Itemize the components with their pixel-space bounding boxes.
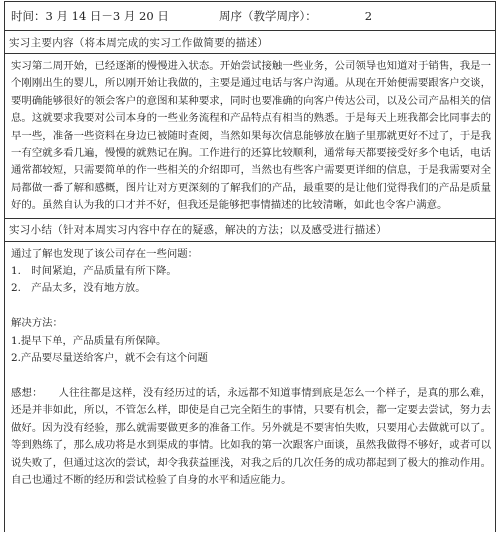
problem-item-2: 2. 产品太多，没有地方放。 — [11, 282, 146, 295]
solution-item-1: 1.提早下单，产品质量有所保障。 — [11, 334, 167, 347]
summary-body — [5, 242, 495, 490]
thoughts-label: 感想： — [11, 386, 38, 399]
main-content-text: 实习第二周开始，已经逐渐的慢慢进入状态。开始尝试接触一些业务，公司领导也知道对于销售，我是一个刚刚出生的婴儿，所以刚开始让我做的，主要是通过电话与客户沟通。从现在开始便需要跟客户交谈，要明确能够很好的领会客户的意图和某种要求，同时也要准确的向客户传达公司，以及公司产品相关的信息。这就要求我要对公司本身的一些业务流程和产品特点有相当的熟悉。于是每天上班我都会比同事去的早一些，准备一些资料在身边已被随时查阅，当然如果每次信息能够放在脑子里那就更好不过了，于是我一有空就多看几遍，慢慢的就熟记在胸。工作进行的还算比较顺利，通常每天都要接受好多个电话，电话通常都较短，只需要简单的作一些相关的介绍即可，当然也有些客户需要更详细的信息，于是我需要对全局都做一番了解和感概，图片让对方更深刻的了解我们的产品，最重要的是让他们觉得我们的产品是质量好的。虽然自认为我的口才并不好，但我还是能够把事情描述的比较清晰，如此也令客户满意。 — [5, 54, 495, 219]
time-value: 3 月 14 日－3 月 20 日 — [45, 9, 169, 23]
week-label: 周序（教学周序）： — [219, 9, 317, 23]
section-title-main-content: 实习主要内容（将本周完成的实习工作做简要的描述） — [5, 31, 495, 54]
thoughts-paragraph — [11, 385, 491, 489]
spacer — [11, 367, 491, 384]
solutions-label: 解决方法： — [11, 317, 63, 330]
section-title-summary: 实习小结（针对本周实习内容中存在的疑惑，解决的方法；以及感受进行描述） — [5, 219, 495, 242]
spacer — [11, 298, 491, 315]
problem-item-1: 1. 时间紧迫，产品质量有所下降。 — [11, 265, 177, 278]
summary-intro: 通过了解也发现了该公司存在一些问题： — [11, 247, 199, 260]
thoughts-text: 人往往都是这样，没有经历过的话，永远都不知道事情到底是怎么一个样子，是真的那么难，还是并非如此，所以，不管怎么样，即使是自己完全陌生的事情，只要有机会，都一定要去尝试，努力去做好。因为没有经验，那么就需要做更多的准备工作。另外就是不要害怕失败，只要用心去做就可以了。等到熟练了，那么成功将是水到渠成的事情。比如我的第一次跟客户面谈，虽然我做得不够好，或者可以说失败了，但通过这次的尝试，却令我获益匪浅，对我之后的几次任务的成功都起到了极大的推动作用。自己也通过不断的经历和尝试检验了自身的水平和适应能力。 — [11, 386, 491, 486]
solution-item-2: 2.产品要尽量送给客户，就不会有这个问题 — [11, 352, 208, 365]
time-field — [11, 8, 211, 24]
week-field — [219, 8, 372, 24]
time-label: 时间： — [11, 9, 46, 23]
report-page — [4, 1, 496, 532]
header-row — [5, 2, 495, 31]
week-value: 2 — [364, 9, 373, 23]
